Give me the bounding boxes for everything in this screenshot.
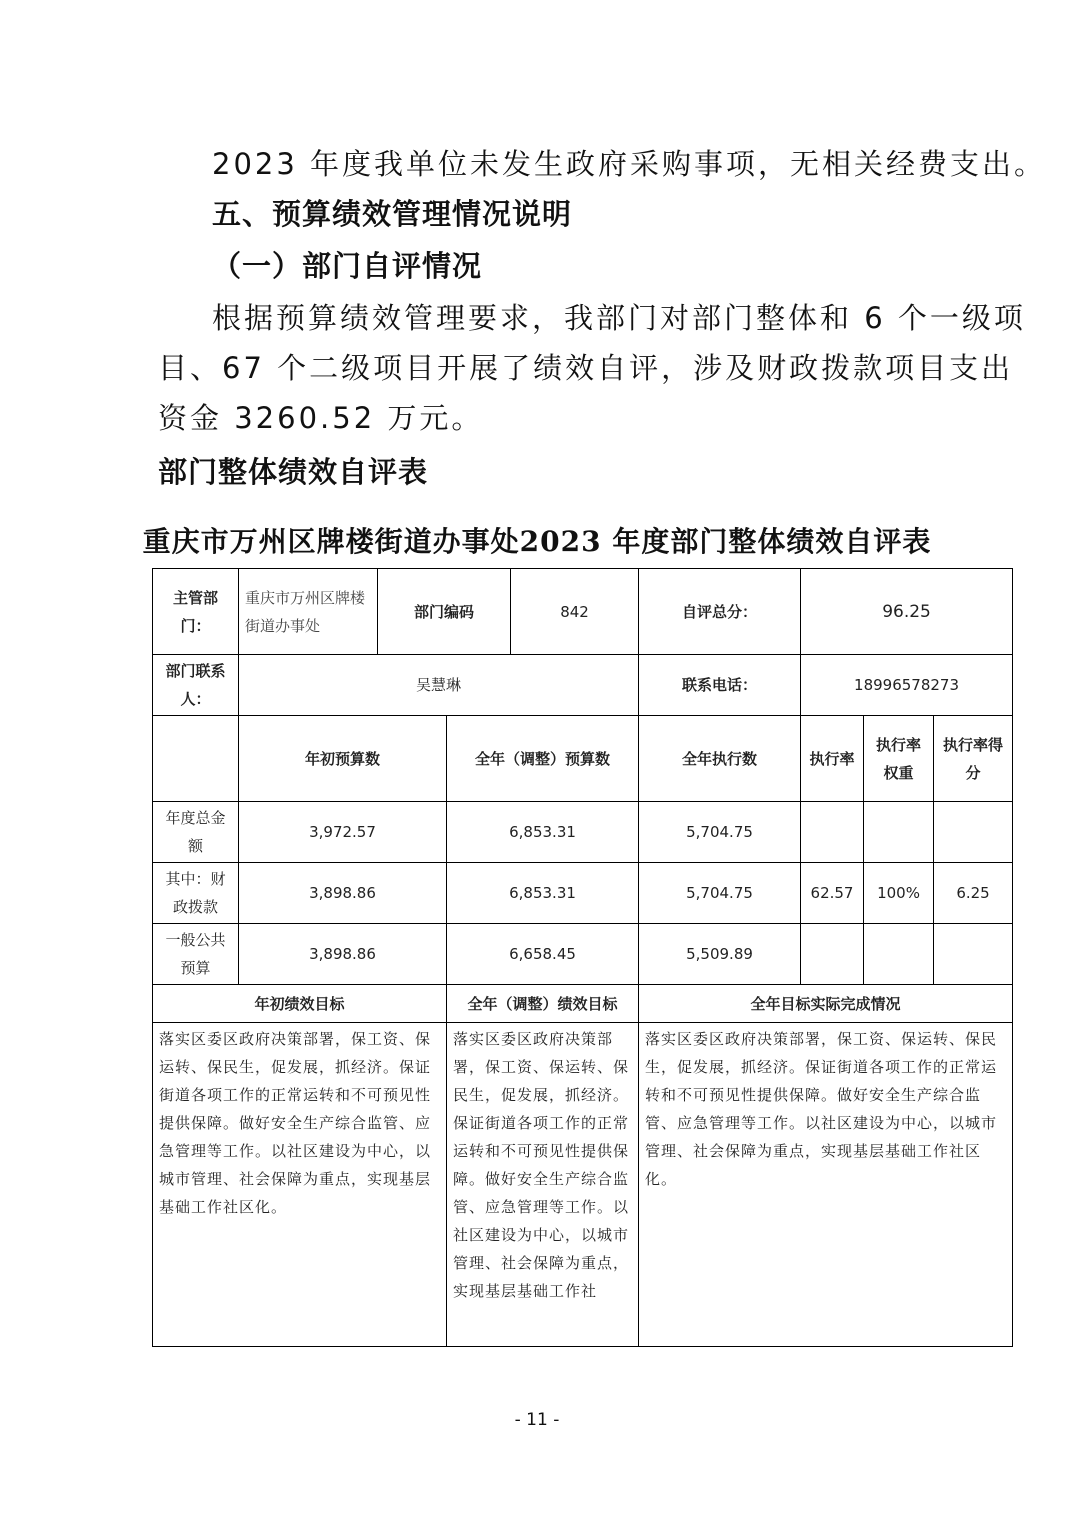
row-initial: 3,972.57 — [239, 802, 447, 863]
table-row — [153, 924, 1013, 985]
score-value: 96.25 — [801, 569, 1013, 655]
row-rate — [801, 802, 864, 863]
code-label: 部门编码 — [378, 569, 511, 655]
score-label: 自评总分： — [639, 569, 801, 655]
row-label: 其中：财政拨款 — [153, 863, 239, 924]
row-label: 一般公共预算 — [153, 924, 239, 985]
header-weight: 执行率权重 — [864, 716, 934, 802]
code-value: 842 — [511, 569, 639, 655]
goal-header-initial: 年初绩效目标 — [153, 985, 447, 1023]
row-adjusted: 6,853.31 — [447, 863, 639, 924]
row-weight — [864, 802, 934, 863]
contact-value: 吴慧琳 — [239, 655, 639, 716]
row-rate: 62.57 — [801, 863, 864, 924]
table-caption: 部门整体绩效自评表 — [158, 455, 429, 489]
goal-actual-text: 落实区委区政府决策部署，保工资、保运转、保民生，促发展，抓经济。保证街道各项工作的正常运转和不可预见性提供保障。做好安全生产综合监管、应急管理等工作。以社区建设为中心，以城市管理、社会保障为重点，实现基层基础工作社区化。 — [639, 1023, 1013, 1347]
row-executed: 5,704.75 — [639, 802, 801, 863]
row-score — [934, 802, 1013, 863]
row-adjusted: 6,853.31 — [447, 802, 639, 863]
row-score — [934, 924, 1013, 985]
procurement-statement: 2023 年度我单位未发生政府采购事项，无相关经费支出。 — [212, 147, 1047, 181]
goal-adjusted-text: 落实区委区政府决策部署，保工资、保运转、保民生，促发展，抓经济。保证街道各项工作的正常运转和不可预见性提供保障。做好安全生产综合监管、应急管理等工作。以社区建设为中心，以城市管理、社会保障为重点，实现基层基础工作社 — [447, 1023, 639, 1347]
subsection-heading-1: （一）部门自评情况 — [212, 249, 483, 283]
row-weight: 100% — [864, 863, 934, 924]
self-evaluation-table — [152, 568, 1013, 1347]
table-row — [153, 802, 1013, 863]
goal-header-actual: 全年目标实际完成情况 — [639, 985, 1013, 1023]
phone-label: 联系电话： — [639, 655, 801, 716]
self-eval-paragraph-line-2: 目、67 个二级项目开展了绩效自评，涉及财政拨款项目支出 — [158, 351, 1014, 385]
row-executed: 5,704.75 — [639, 863, 801, 924]
row-adjusted: 6,658.45 — [447, 924, 639, 985]
header-rate-score: 执行率得分 — [934, 716, 1013, 802]
goal-initial-text: 落实区委区政府决策部署，保工资、保运转、保民生，促发展，抓经济。保证街道各项工作的正常运转和不可预见性提供保障。做好安全生产综合监管、应急管理等工作。以社区建设为中心，以城市管理、社会保障为重点，实现基层基础工作社区化。 — [153, 1023, 447, 1347]
contact-label: 部门联系人： — [153, 655, 239, 716]
header-rate: 执行率 — [801, 716, 864, 802]
dept-value: 重庆市万州区牌楼街道办事处 — [239, 569, 378, 655]
row-weight — [864, 924, 934, 985]
header-blank — [153, 716, 239, 802]
row-initial: 3,898.86 — [239, 863, 447, 924]
row-initial: 3,898.86 — [239, 924, 447, 985]
table-row — [153, 863, 1013, 924]
header-initial-budget: 年初预算数 — [239, 716, 447, 802]
row-score: 6.25 — [934, 863, 1013, 924]
header-adjusted-budget: 全年（调整）预算数 — [447, 716, 639, 802]
phone-value: 18996578273 — [801, 655, 1013, 716]
page-number: - 11 - — [514, 1410, 560, 1430]
table-title: 重庆市万州区牌楼街道办事处2023 年度部门整体绩效自评表 — [142, 525, 932, 558]
row-label: 年度总金额 — [153, 802, 239, 863]
dept-label: 主管部门： — [153, 569, 239, 655]
self-eval-paragraph-line-3: 资金 3260.52 万元。 — [158, 401, 484, 435]
self-eval-paragraph-line-1: 根据预算绩效管理要求，我部门对部门整体和 6 个一级项 — [212, 301, 1026, 335]
header-executed: 全年执行数 — [639, 716, 801, 802]
row-executed: 5,509.89 — [639, 924, 801, 985]
row-rate — [801, 924, 864, 985]
section-heading-5: 五、预算绩效管理情况说明 — [212, 197, 573, 231]
goal-header-adjusted: 全年（调整）绩效目标 — [447, 985, 639, 1023]
